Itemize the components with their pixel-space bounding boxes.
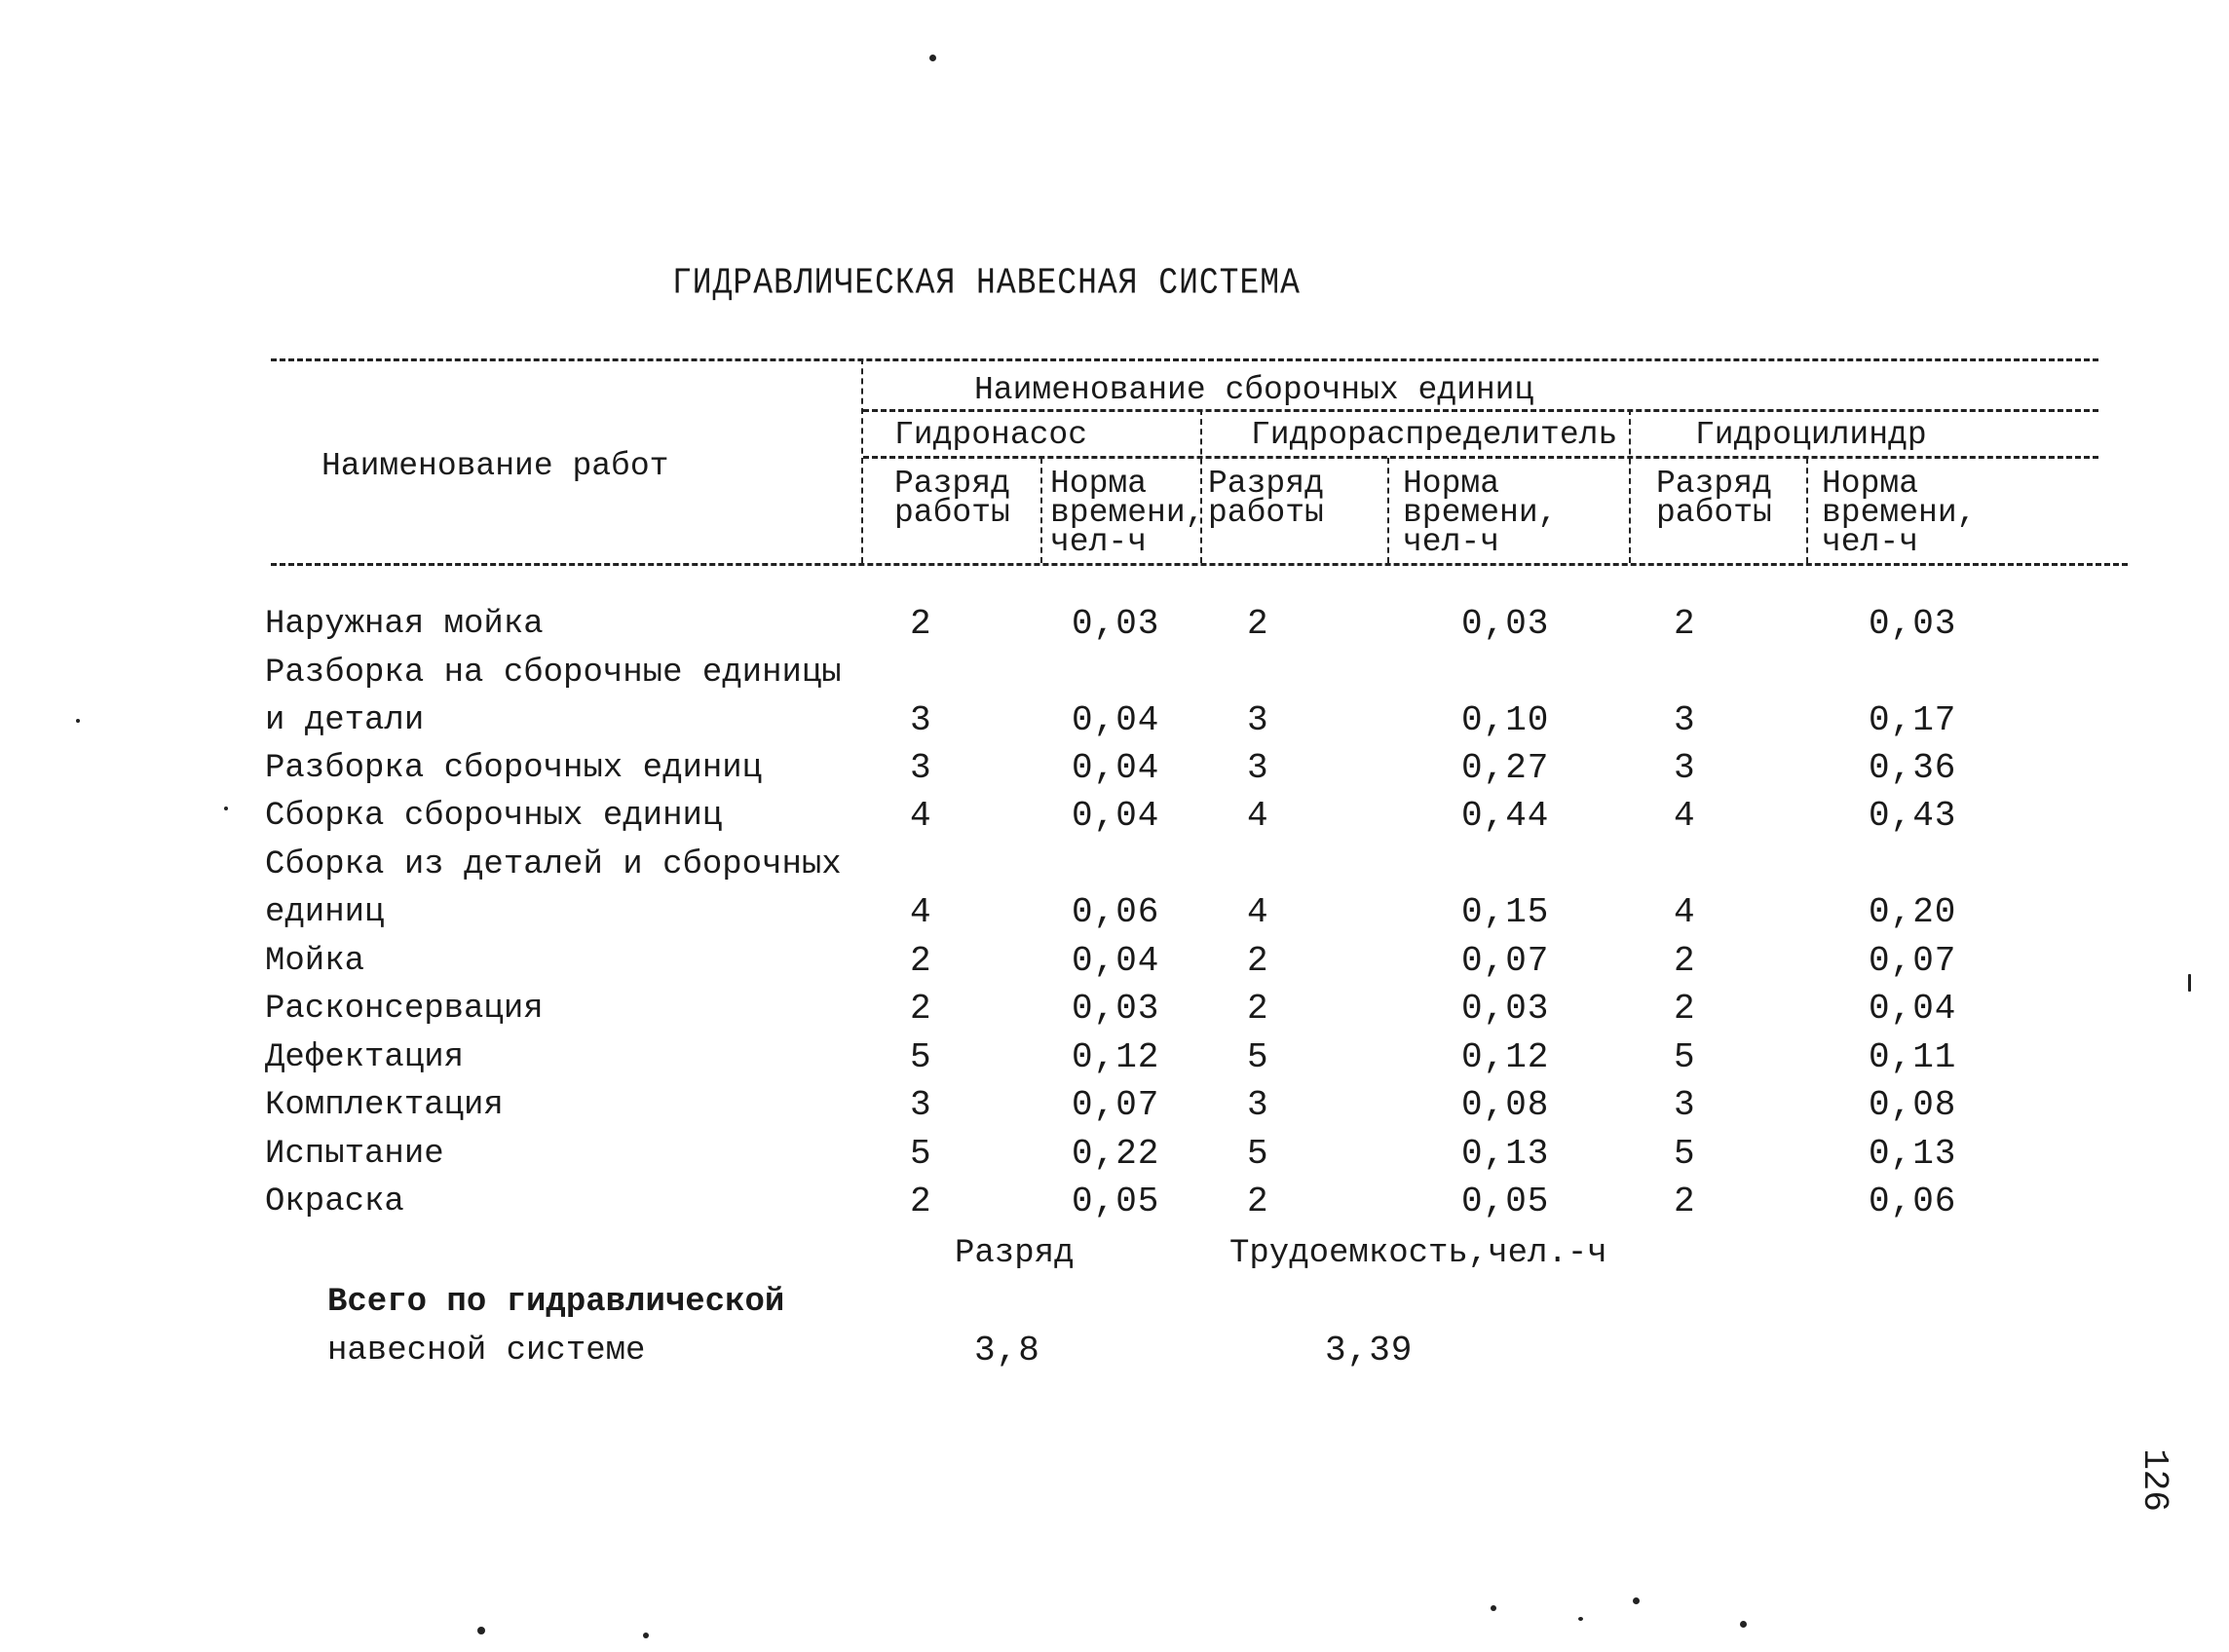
header-separator (861, 358, 863, 563)
table-row-work: Сборка из деталей и сборочных (265, 846, 842, 883)
dist-grade-cell: 2 (1247, 941, 1269, 981)
cyl-norm-cell: 0,07 (1869, 941, 1957, 981)
units-group-header: Наименование сборочных единиц (974, 372, 1534, 408)
page-number: 126 (2135, 1448, 2174, 1512)
scan-speck (224, 807, 228, 810)
totals-label: навесной системе (327, 1333, 646, 1370)
cyl-norm-cell: 0,17 (1869, 700, 1957, 740)
cyl-grade-cell: 2 (1674, 989, 1696, 1029)
pump-grade-cell: 3 (910, 700, 932, 740)
table-row-work: Сборка сборочных единиц (265, 798, 723, 835)
scan-speck (1578, 1617, 1583, 1621)
dist-grade-cell: 3 (1247, 748, 1269, 788)
cyl-norm-cell: 0,43 (1869, 796, 1957, 836)
header-group-rule (863, 409, 2098, 412)
dist-norm-cell: 0,27 (1461, 748, 1550, 788)
dist-norm-cell: 0,08 (1461, 1085, 1550, 1125)
header-separator (1200, 409, 1202, 563)
table-row-work: Дефектация (265, 1039, 465, 1076)
pump-grade-cell: 2 (910, 989, 932, 1029)
header-separator (1387, 458, 1389, 563)
pump-grade-cell: 2 (910, 604, 932, 644)
dist-norm-cell: 0,03 (1461, 604, 1550, 644)
dist-norm-cell: 0,44 (1461, 796, 1550, 836)
cyl-norm-cell: 0,03 (1869, 604, 1957, 644)
cyl-norm-cell: 0,08 (1869, 1085, 1957, 1125)
pump-norm-header: Норма времени, чел-ч (1050, 466, 1205, 560)
dist-norm-cell: 0,15 (1461, 892, 1550, 932)
cyl-grade-cell: 3 (1674, 700, 1696, 740)
unit-header-pump: Гидронасос (894, 417, 1088, 453)
pump-grade-header: Разряд работы (894, 466, 1010, 531)
dist-grade-cell: 3 (1247, 1085, 1269, 1125)
pump-norm-cell: 0,04 (1072, 748, 1160, 788)
pump-norm-cell: 0,04 (1072, 941, 1160, 981)
cyl-grade-cell: 2 (1674, 1182, 1696, 1221)
works-column-header: Наименование работ (321, 448, 669, 484)
table-row-work: Мойка (265, 943, 365, 980)
pump-grade-cell: 2 (910, 941, 932, 981)
cyl-norm-cell: 0,13 (1869, 1134, 1957, 1174)
dist-norm-cell: 0,12 (1461, 1037, 1550, 1077)
cyl-grade-cell: 4 (1674, 796, 1696, 836)
pump-grade-cell: 3 (910, 748, 932, 788)
cyl-norm-cell: 0,04 (1869, 989, 1957, 1029)
pump-norm-cell: 0,22 (1072, 1134, 1160, 1174)
dist-norm-cell: 0,03 (1461, 989, 1550, 1029)
dist-norm-cell: 0,07 (1461, 941, 1550, 981)
scan-speck (929, 55, 936, 61)
pump-norm-cell: 0,04 (1072, 700, 1160, 740)
dist-grade-cell: 3 (1247, 700, 1269, 740)
pump-norm-cell: 0,04 (1072, 796, 1160, 836)
dist-grade-cell: 5 (1247, 1134, 1269, 1174)
scan-speck (1633, 1597, 1640, 1604)
cyl-grade-header: Разряд работы (1656, 466, 1772, 531)
pump-norm-cell: 0,03 (1072, 604, 1160, 644)
dist-norm-header: Норма времени, чел-ч (1403, 466, 1558, 560)
totals-labor-label: Трудоемкость,чел.-ч (1229, 1235, 1607, 1272)
dist-grade-cell: 2 (1247, 604, 1269, 644)
table-row-work: Разборка на сборочные единицы (265, 655, 842, 692)
pump-grade-cell: 3 (910, 1085, 932, 1125)
table-top-rule (271, 358, 2098, 361)
totals-grade-value: 3,8 (974, 1331, 1040, 1370)
dist-grade-cell: 4 (1247, 796, 1269, 836)
cyl-grade-cell: 2 (1674, 604, 1696, 644)
table-row-work: Наружная мойка (265, 606, 544, 643)
scan-speck (477, 1627, 485, 1634)
scan-speck (1740, 1621, 1747, 1628)
pump-grade-cell: 5 (910, 1037, 932, 1077)
table-row-work: Окраска (265, 1183, 404, 1220)
pump-norm-cell: 0,06 (1072, 892, 1160, 932)
dist-grade-cell: 4 (1247, 892, 1269, 932)
cyl-norm-cell: 0,11 (1869, 1037, 1957, 1077)
dist-grade-header: Разряд работы (1208, 466, 1324, 531)
cyl-norm-header: Норма времени, чел-ч (1822, 466, 1977, 560)
header-separator (1806, 458, 1808, 563)
pump-grade-cell: 4 (910, 796, 932, 836)
cyl-norm-cell: 0,20 (1869, 892, 1957, 932)
pump-grade-cell: 5 (910, 1134, 932, 1174)
table-row-work: Разборка сборочных единиц (265, 750, 763, 787)
dist-grade-cell: 2 (1247, 989, 1269, 1029)
cyl-grade-cell: 5 (1674, 1134, 1696, 1174)
header-separator (1040, 458, 1042, 563)
totals-label: Всего по гидравлической (327, 1284, 785, 1321)
cyl-grade-cell: 4 (1674, 892, 1696, 932)
table-row-work: единиц (265, 894, 385, 931)
unit-header-cylinder: Гидроцилиндр (1695, 417, 1927, 453)
pump-norm-cell: 0,07 (1072, 1085, 1160, 1125)
scan-speck (1491, 1605, 1496, 1611)
dist-grade-cell: 2 (1247, 1182, 1269, 1221)
dist-norm-cell: 0,13 (1461, 1134, 1550, 1174)
cyl-grade-cell: 3 (1674, 748, 1696, 788)
table-row-work: Испытание (265, 1136, 444, 1173)
table-row-work: Расконсервация (265, 991, 544, 1028)
dist-norm-cell: 0,10 (1461, 700, 1550, 740)
cyl-norm-cell: 0,06 (1869, 1182, 1957, 1221)
dist-norm-cell: 0,05 (1461, 1182, 1550, 1221)
table-row-work: и детали (265, 702, 425, 739)
dist-grade-cell: 5 (1247, 1037, 1269, 1077)
unit-header-distributor: Гидрораспределитель (1251, 417, 1618, 453)
pump-grade-cell: 4 (910, 892, 932, 932)
scan-speck (643, 1633, 649, 1638)
header-bottom-rule (271, 563, 2128, 566)
pump-norm-cell: 0,12 (1072, 1037, 1160, 1077)
scan-speck (2188, 974, 2191, 992)
scan-speck (76, 719, 80, 723)
pump-norm-cell: 0,03 (1072, 989, 1160, 1029)
cyl-norm-cell: 0,36 (1869, 748, 1957, 788)
pump-norm-cell: 0,05 (1072, 1182, 1160, 1221)
totals-labor-value: 3,39 (1325, 1331, 1414, 1370)
cyl-grade-cell: 5 (1674, 1037, 1696, 1077)
table-row-work: Комплектация (265, 1087, 504, 1124)
cyl-grade-cell: 3 (1674, 1085, 1696, 1125)
pump-grade-cell: 2 (910, 1182, 932, 1221)
page-title: ГИДРАВЛИЧЕСКАЯ НАВЕСНАЯ СИСТЕМА (672, 262, 1301, 304)
header-separator (1629, 409, 1631, 563)
cyl-grade-cell: 2 (1674, 941, 1696, 981)
totals-grade-label: Разряд (955, 1235, 1075, 1272)
header-unit-rule (863, 456, 2098, 459)
